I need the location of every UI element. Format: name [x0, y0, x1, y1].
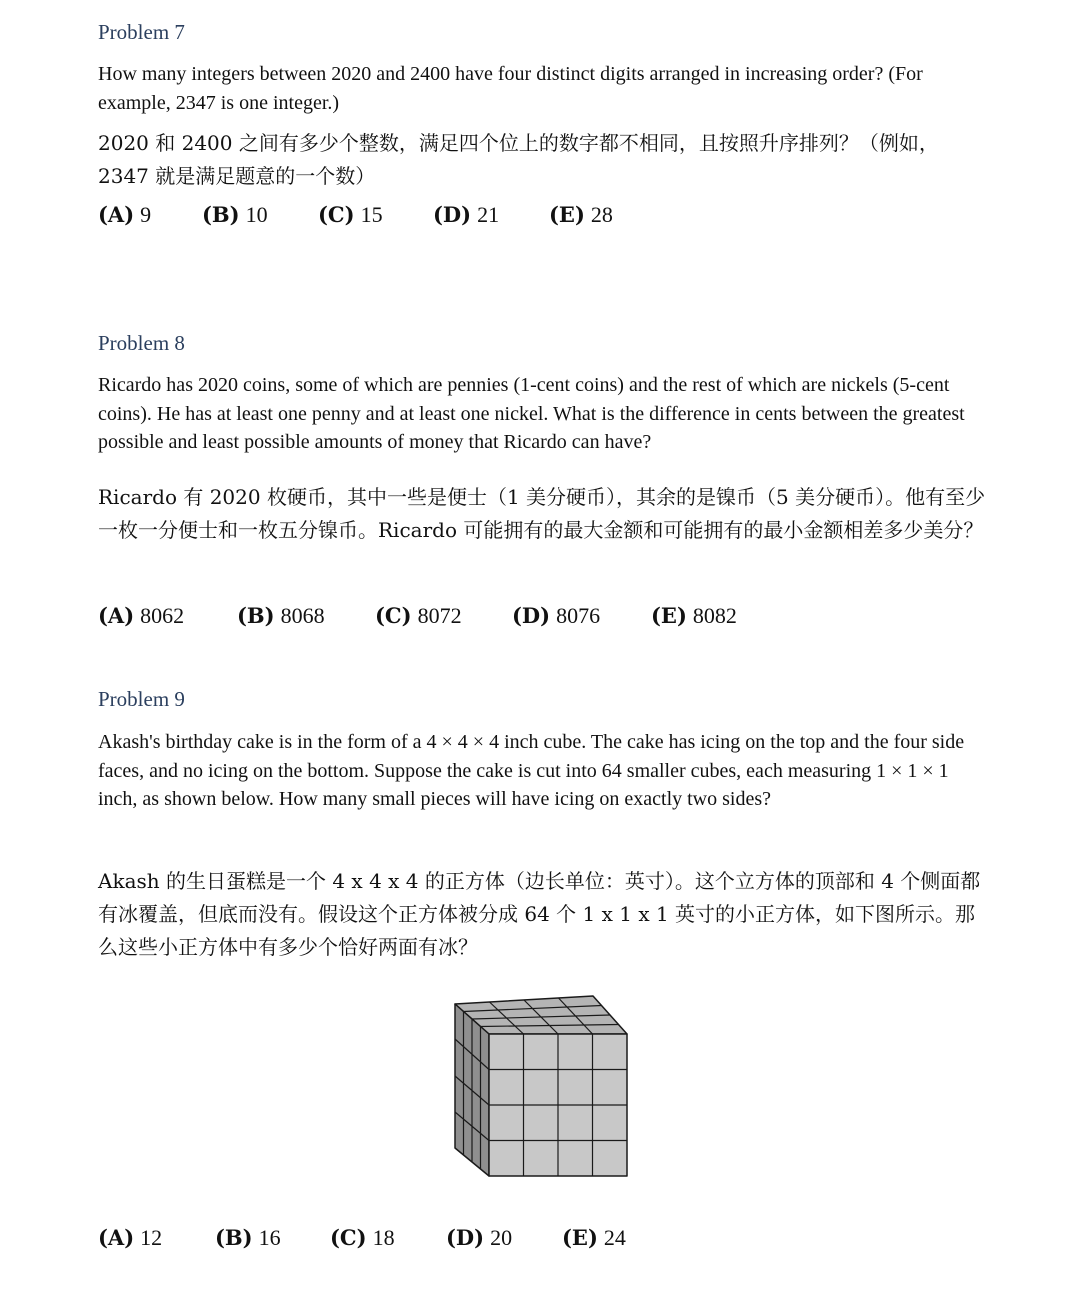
- choice-c[interactable]: [375, 603, 462, 629]
- problem-8-chinese: Ricardo 有 2020 枚硬币，其中一些是便士（1 美分硬币），其余的是镍币（5 美分硬币）。他有至少一枚一分便士和一枚五分镍币。Ricardo 可能拥有的最大金额和可能拥有的最小金额相差多少美分？: [98, 485, 986, 542]
- choice-label: (E): [549, 202, 585, 227]
- choice-label: (E): [651, 603, 687, 628]
- choice-label: (A): [98, 202, 135, 227]
- choice-label: (D): [433, 202, 472, 227]
- choice-e[interactable]: [549, 202, 613, 228]
- problem-9-chinese: Akash 的生日蛋糕是一个 4 x 4 x 4 的正方体（边长单位：英寸）。这个立方体的顶部和 4 个侧面都有冰覆盖，但底而没有。假设这个正方体被分成 64 个 1 x 1 x 1 英寸的小正方体，如下图所示。那么这些小正方体中有多少个恰好两面有冰？: [98, 869, 981, 959]
- choice-d[interactable]: [433, 202, 499, 228]
- problem-8-title: Problem 8: [98, 331, 185, 355]
- choice-label: (E): [562, 1225, 598, 1250]
- choice-label: (C): [318, 202, 355, 227]
- choice-value: 12: [140, 1225, 163, 1250]
- choice-b[interactable]: [237, 603, 325, 629]
- choice-value: 21: [477, 202, 500, 227]
- choice-value: 9: [140, 202, 152, 227]
- choice-value: 16: [258, 1225, 281, 1250]
- cake-cube-figure: [445, 990, 635, 1180]
- problem-9-english: Akash's birthday cake is in the form of a 4 × 4 × 4 inch cube. The cake has icing on the top and the four side faces, and no icing on the bottom. Suppose the cake is cut into 64 smaller cubes, each measuring 1 × 1 × 1 inch, as shown below. How many small pieces will have icing on exactly two sides?: [98, 731, 965, 810]
- choice-label: (D): [512, 603, 551, 628]
- choice-label: (C): [330, 1225, 367, 1250]
- problem-8-english: Ricardo has 2020 coins, some of which are pennies (1-cent coins) and the rest of which are nickels (5-cent coins). He has at least one penny and at least one nickel. What is the difference in cents between the greatest possible and least possible amounts of money that Ricardo can have?: [98, 374, 965, 453]
- choice-a[interactable]: [98, 1225, 162, 1251]
- choice-d[interactable]: [446, 1225, 512, 1251]
- problem-7-title: Problem 7: [98, 20, 185, 44]
- choice-d[interactable]: [512, 603, 600, 629]
- choice-value: 8082: [692, 603, 737, 628]
- choice-value: 8076: [556, 603, 601, 628]
- problem-7-chinese: 2020 和 2400 之间有多少个整数，满足四个位上的数字都不相同，且按照升序排列？（例如，2347 就是满足题意的一个数）: [98, 131, 939, 188]
- choice-c[interactable]: [318, 202, 383, 228]
- choice-e[interactable]: [651, 603, 737, 629]
- choice-b[interactable]: [202, 202, 268, 228]
- choice-a[interactable]: [98, 603, 184, 629]
- problem-7-english: How many integers between 2020 and 2400 have four distinct digits arranged in increasing order? (For example, 2347 is one integer.): [98, 63, 923, 114]
- choice-value: 20: [490, 1225, 513, 1250]
- choice-a[interactable]: [98, 202, 151, 228]
- choice-c[interactable]: [330, 1225, 395, 1251]
- choice-label: (B): [202, 202, 240, 227]
- choice-value: 8062: [140, 603, 185, 628]
- choice-value: 24: [603, 1225, 626, 1250]
- choice-label: (B): [237, 603, 275, 628]
- choice-label: (B): [215, 1225, 253, 1250]
- choice-label: (D): [446, 1225, 485, 1250]
- choice-value: 28: [590, 202, 613, 227]
- choice-value: 10: [245, 202, 268, 227]
- choice-value: 8068: [280, 603, 325, 628]
- choice-e[interactable]: [562, 1225, 626, 1251]
- choice-label: (A): [98, 603, 135, 628]
- choice-value: 8072: [417, 603, 462, 628]
- choice-value: 15: [360, 202, 383, 227]
- choice-b[interactable]: [215, 1225, 281, 1251]
- choice-label: (C): [375, 603, 412, 628]
- choice-value: 18: [372, 1225, 395, 1250]
- problem-9-title: Problem 9: [98, 687, 185, 711]
- choice-label: (A): [98, 1225, 135, 1250]
